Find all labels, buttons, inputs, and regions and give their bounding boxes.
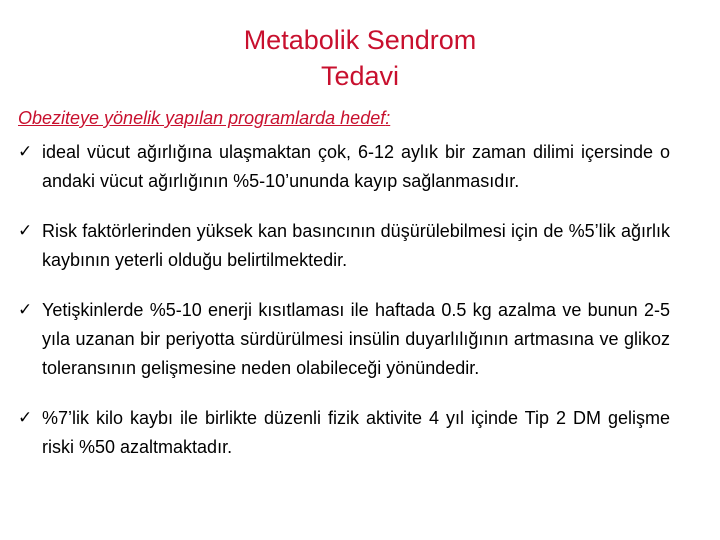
bullet-item bbox=[18, 138, 670, 196]
bullet-item bbox=[18, 217, 670, 275]
bullet-text: Risk faktörlerinden yüksek kan basıncının düşürülebilmesi için de %5’lik ağırlık kaybının yeterli olduğu belirtilmektedir. bbox=[42, 221, 670, 270]
section-heading-text: Obeziteye yönelik yapılan programlarda hedef bbox=[18, 108, 386, 128]
bullet-text: Yetişkinlerde %5-10 enerji kısıtlaması ile haftada 0.5 kg azalma ve bunun 2-5 yıla uzanan bir periyotta sürdürülmesi insülin duyarlılığının artmasına ve glikoz toleransının gelişmesine neden olabileceği yönündedir. bbox=[42, 300, 670, 378]
slide-title bbox=[0, 22, 720, 94]
section-heading-colon: : bbox=[385, 108, 391, 128]
title-line-2: Tedavi bbox=[320, 61, 400, 91]
bullet-item bbox=[18, 296, 670, 383]
checkmark-icon: ✓ bbox=[18, 408, 33, 428]
bullet-list bbox=[18, 138, 670, 462]
section-heading bbox=[18, 106, 390, 130]
checkmark-icon: ✓ bbox=[18, 221, 33, 241]
bullet-item bbox=[18, 404, 670, 462]
title-line-1: Metabolik Sendrom bbox=[243, 25, 477, 55]
checkmark-icon: ✓ bbox=[18, 142, 33, 162]
bullet-text: ideal vücut ağırlığına ulaşmaktan çok, 6-12 aylık bir zaman dilimi içersinde o andaki vücut ağırlığının %5-10’ununda kayıp sağlanmasıdır. bbox=[42, 142, 670, 191]
bullet-text: %7’lik kilo kaybı ile birlikte düzenli fizik aktivite 4 yıl içinde Tip 2 DM gelişme riski %50 azaltmaktadır. bbox=[42, 408, 670, 457]
checkmark-icon: ✓ bbox=[18, 300, 33, 320]
